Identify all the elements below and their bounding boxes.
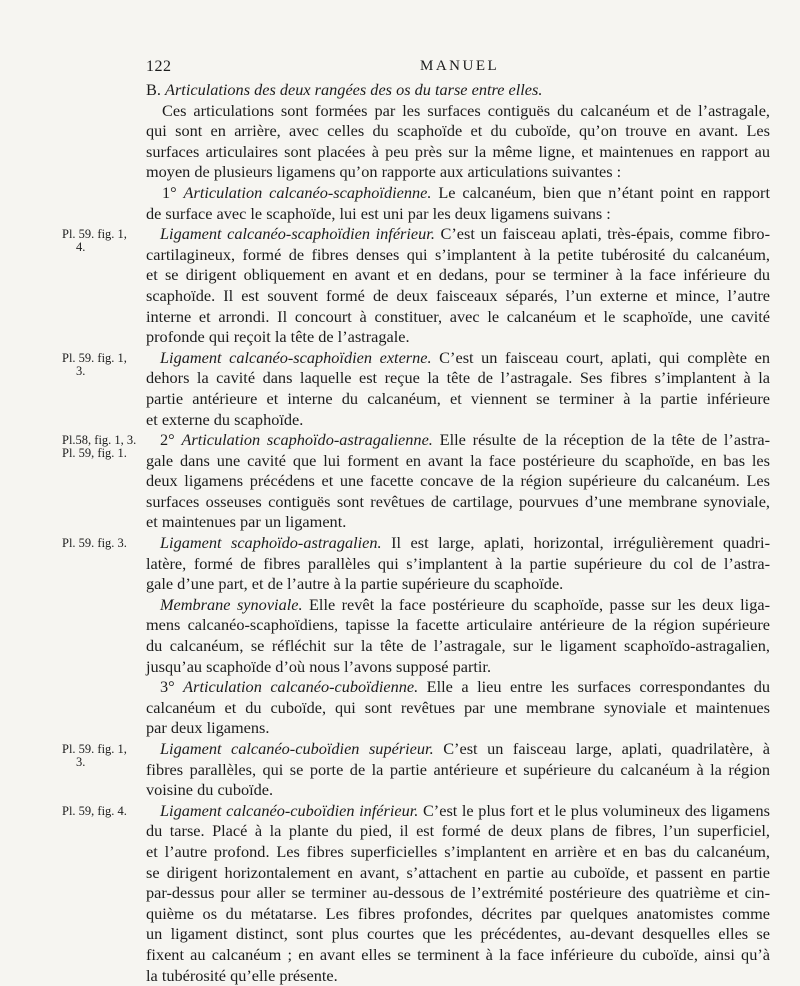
text-run: jusqu’au scaphoïde d’où nous l’avons supposé partir. <box>146 656 492 676</box>
text-line <box>146 945 770 966</box>
text-line <box>146 368 770 389</box>
text-run: C’est un faisceau large, aplati, quadrilatère, à <box>433 739 770 758</box>
text-line <box>146 657 770 678</box>
text-run: mens calcanéo-scaphoïdiens, tapisse la facette articulaire antérieure de la région supérieure <box>146 615 770 635</box>
text-run: fixent au calcanéum ; en avant elles se terminent à la face inférieure du cuboïde, ainsi qu’à <box>146 944 770 964</box>
text-run: B. <box>146 80 166 99</box>
text-run: Ces articulations sont formées par les surfaces contiguës du calcanéum et de l’astragale, <box>162 100 770 120</box>
text-line <box>146 389 770 410</box>
text-line <box>146 883 770 904</box>
text-run: surfaces osseuses contiguës sont revêtues de cartilage, pourvues d’une membrane synoviale, <box>146 491 770 511</box>
text-run: C’est le plus fort et le plus volumineux des ligamens <box>418 800 771 820</box>
text-line <box>146 492 770 513</box>
text-run: et se dirigent obliquement en avant et en dedans, pour se terminer à la face inférieure du <box>146 265 770 285</box>
italic-heading: Membrane synoviale. <box>160 594 303 614</box>
text-run: 1° <box>162 182 184 202</box>
text-line <box>146 801 770 822</box>
margin-note <box>62 537 146 550</box>
plate-reference: Pl.58, fig. 1, 3. <box>62 433 137 448</box>
italic-heading: Ligament calcanéo-scaphoïdien externe. <box>160 347 432 367</box>
text-run: fibres parallèles, qui se porte de la partie antérieure et supérieure du calcanéum à la région <box>146 759 770 779</box>
text-line <box>146 574 770 595</box>
plate-reference: 3. <box>76 363 86 378</box>
text-run: 3° <box>160 677 184 697</box>
margin-note <box>62 434 146 460</box>
plate-reference: Pl. 59. fig. 3. <box>62 536 127 551</box>
margin-note <box>62 228 146 254</box>
text-line <box>146 821 770 842</box>
text-line <box>146 204 770 225</box>
text-run: Il est large, aplati, horizontal, irrégulièrement quadri- <box>381 533 770 553</box>
text-line <box>146 162 770 183</box>
text-line <box>146 80 770 101</box>
text-line <box>146 636 770 657</box>
text-run: profonde qui reçoit la tête de l’astragale. <box>146 327 410 347</box>
text-run: interne et arrondi. Il concourt à constituer, avec le calcanéum et le scaphoïde, une cavité <box>146 306 770 326</box>
text-run: et l’autre profond. Les fibres superficielles s’implantent en arrière et en bas du calcanéum, <box>146 841 770 861</box>
text-line <box>146 410 770 431</box>
margin-note <box>62 805 146 818</box>
text-run: du calcanéum, se réfléchit sur la tête de l’astragale, sur le ligament scaphoïdo-astragalien, <box>146 636 770 656</box>
text-line <box>146 224 770 245</box>
text-line <box>146 760 770 781</box>
text-run: surfaces articulaires sont placées à peu près sur la même ligne, et maintenues en rapport au <box>146 141 770 161</box>
plate-reference: 4. <box>76 240 86 255</box>
text-run: du tarse. Placé à la plante du pied, il est formé de deux plans de fibres, l’un superficiel, <box>146 821 770 841</box>
plate-reference: Pl. 59, fig. 4. <box>62 804 127 818</box>
italic-heading: Ligament calcanéo-scaphoïdien inférieur. <box>160 224 435 244</box>
body-text <box>146 80 770 986</box>
text-run: gale d’une part, et de l’autre à la partie supérieure du scaphoïde. <box>146 574 564 594</box>
text-run: calcanéum et du cuboïde, qui sont revêtues par une membrane synoviale et maintenues <box>146 697 770 717</box>
text-run: deux ligamens précédens et une facette concave de la région supérieure du calcanéum. Les <box>146 471 770 491</box>
text-run: moyen de plusieurs ligamens qu’on rapporte aux articulations suivantes : <box>146 162 622 182</box>
plate-reference: Pl. 59. fig. 1, <box>62 227 127 242</box>
running-header <box>0 58 800 78</box>
plate-reference: Pl. 59, fig. 1. <box>62 446 127 461</box>
text-run: gale dans une cavité que lui forment en avant la face postérieure du scaphoïde, en bas les <box>146 450 770 470</box>
text-line <box>146 718 770 739</box>
text-line <box>146 101 770 122</box>
text-run: scaphoïde. Il est souvent formé de deux faisceaux séparés, l’un externe et mince, l’autre <box>146 285 770 305</box>
text-line <box>146 533 770 554</box>
text-line <box>146 698 770 719</box>
plate-reference: Pl. 59. fig. 1, <box>62 742 127 757</box>
text-run: quième os du métatarse. Les fibres profondes, décrites par quelques anatomistes comme <box>146 903 770 923</box>
margin-note <box>62 743 146 769</box>
text-run: et externe du scaphoïde. <box>146 409 304 429</box>
plate-reference: 3. <box>76 755 86 770</box>
text-line <box>146 677 770 698</box>
running-title: MANUEL <box>420 58 500 74</box>
italic-heading: Articulations des deux rangées des os du tarse entre elles. <box>165 80 543 99</box>
text-run: de surface avec le scaphoïde, lui est uni par les deux ligamens suivans : <box>146 203 611 223</box>
text-line <box>146 286 770 307</box>
text-run: dehors la cavité dans laquelle est reçue la tête de l’astragale. Ses fibres s’implantent à la <box>146 368 770 388</box>
text-run: Elle revêt la face postérieure du scaphoïde, passe sur les deux liga- <box>302 594 770 614</box>
text-line <box>146 451 770 472</box>
text-line <box>146 924 770 945</box>
text-run: se dirigent horizontalement en avant, s’attachent en partie au cuboïde, et passent en partie <box>146 862 770 882</box>
text-line <box>146 265 770 286</box>
text-line <box>146 430 770 451</box>
text-run: qui sont en arrière, avec celles du scaphoïde et du cuboïde, qu’on trouve en avant. Les <box>146 121 770 141</box>
text-run: partie antérieure et interne du calcanéum, et viennent se terminer à la partie inférieure <box>146 388 770 408</box>
text-run: voisine du cuboïde. <box>146 780 274 800</box>
italic-heading: Ligament calcanéo-cuboïdien supérieur. <box>160 739 434 758</box>
page-number: 122 <box>146 58 172 75</box>
text-line <box>146 904 770 925</box>
text-line <box>146 554 770 575</box>
text-run: latère, formé de fibres parallèles qui s’implantent à la partie supérieure du col de l’astra- <box>146 553 770 573</box>
margin-note <box>62 352 146 378</box>
text-run: Elle a lieu entre les surfaces correspondantes du <box>418 677 770 697</box>
text-line <box>146 307 770 328</box>
text-run: par deux ligamens. <box>146 718 270 738</box>
text-line <box>146 842 770 863</box>
text-line <box>146 348 770 369</box>
text-line <box>146 142 770 163</box>
text-line <box>146 327 770 348</box>
italic-heading: Articulation calcanéo-scaphoïdienne. <box>183 182 432 202</box>
text-run: et maintenues par un ligament. <box>146 512 347 532</box>
italic-heading: Ligament calcanéo-cuboïdien inférieur. <box>160 800 419 820</box>
text-run: Le calcanéum, bien que n’étant point en rapport <box>431 182 770 202</box>
text-run: par-dessus pour aller se terminer au-dessous de l’extrémité postérieure des quatrième et cin- <box>146 883 770 903</box>
text-line <box>146 245 770 266</box>
text-line <box>146 595 770 616</box>
text-line <box>146 739 770 760</box>
text-line <box>146 966 770 986</box>
text-run: C’est un faisceau court, aplati, qui complète en <box>431 347 771 367</box>
text-run: cartilagineux, formé de fibres denses qui s’implantent à la petite tubérosité du calcanéum, <box>146 244 770 264</box>
italic-heading: Ligament scaphoïdo-astragalien. <box>160 533 382 553</box>
text-line <box>146 471 770 492</box>
text-line <box>146 183 770 204</box>
text-run: un ligament distinct, sont plus courtes que les précédentes, au-devant desquelles elles se <box>146 924 770 944</box>
text-line <box>146 780 770 801</box>
italic-heading: Articulation scaphoïdo-astragalienne. <box>181 430 433 450</box>
text-line <box>146 615 770 636</box>
text-line <box>146 863 770 884</box>
italic-heading: Articulation calcanéo-cuboïdienne. <box>183 677 419 697</box>
plate-reference: Pl. 59. fig. 1, <box>62 350 127 365</box>
text-line <box>146 512 770 533</box>
text-run: Elle résulte de la réception de la tête de l’astra- <box>432 430 771 450</box>
text-run: 2° <box>160 430 182 450</box>
text-run: C’est un faisceau aplati, très-épais, comme fibro- <box>434 224 770 244</box>
text-run: la tubérosité qu’elle présente. <box>146 965 338 985</box>
text-line <box>146 121 770 142</box>
